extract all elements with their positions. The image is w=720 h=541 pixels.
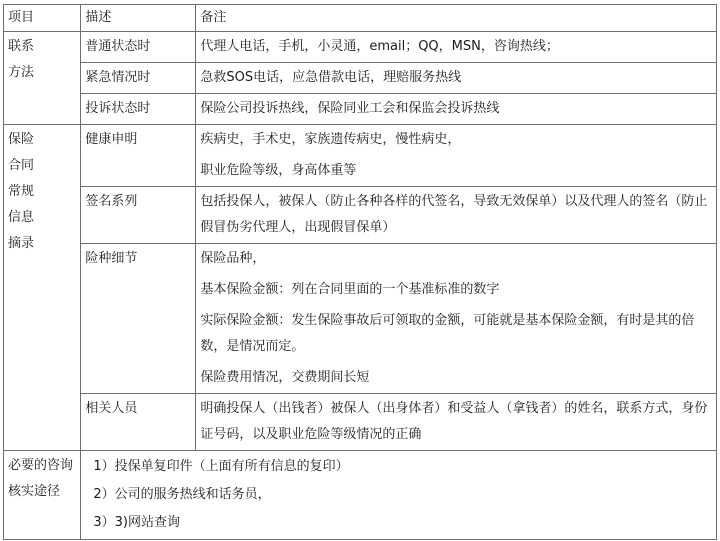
header-item: 项目 [4, 5, 81, 32]
header-description: 描述 [81, 5, 196, 32]
insurance-info-table [3, 4, 717, 540]
row-notes: 保险品种， 基本保险金额：列在合同里面的一个基准标准的数字 实际保险金额：发生保险事故后可领取的金额，可能就是基本保险金额，有时是其的倍数，是情况而定。 保险费用情况，交费期间长短 [196, 244, 717, 394]
list-item: 3）3)网站查询 [93, 515, 180, 530]
list-item: 1）投保单复印件（上面有所有信息的复印） [93, 459, 349, 474]
row-notes: 明确投保人（出钱者）被保人（出身体者）和受益人（拿钱者）的姓名，联系方式，身份证号码，以及职业危险等级情况的正确 [196, 394, 717, 451]
row-notes: 疾病史，手术史，家族遗传病史，慢性病史， 职业危险等级，身高体重等 [196, 125, 717, 187]
list-item: 2）公司的服务热线和话务员， [93, 487, 271, 502]
section-verify-channels: 必要的咨询核实途径 [4, 451, 81, 540]
table-row [4, 32, 717, 63]
verify-channel-list [81, 451, 717, 540]
row-name: 签名系列 [81, 187, 196, 244]
table-row [4, 63, 717, 94]
row-notes: 急救SOS电话，应急借款电话，理赔服务热线 [196, 63, 717, 94]
row-name: 紧急情况时 [81, 63, 196, 94]
row-name: 普通状态时 [81, 32, 196, 63]
section-label-line: 保险 [8, 132, 35, 147]
table-row [4, 187, 717, 244]
table-row [4, 94, 717, 125]
table-row [4, 125, 717, 187]
header-notes: 备注 [196, 5, 717, 32]
table-row [4, 244, 717, 394]
section-label-line: 合同 [8, 158, 35, 173]
section-label-line: 方法 [8, 65, 35, 80]
table-row [4, 394, 717, 451]
section-contract-info [4, 125, 81, 451]
section-label-line: 摘录 [8, 236, 35, 251]
table-header-row [4, 5, 717, 32]
row-notes: 包括投保人，被保人（防止各种各样的代签名，导致无效保单）以及代理人的签名（防止假冒伪劣代理人，出现假冒保单） [196, 187, 717, 244]
row-notes: 保险公司投诉热线，保险同业工会和保监会投诉热线 [196, 94, 717, 125]
row-notes: 代理人电话，手机，小灵通，email；QQ，MSN，咨询热线； [196, 32, 717, 63]
section-label-line: 信息 [8, 210, 35, 225]
row-name: 险种细节 [81, 244, 196, 394]
table-row [4, 451, 717, 540]
section-label-line: 联系 [8, 39, 35, 54]
row-name: 相关人员 [81, 394, 196, 451]
row-name: 健康申明 [81, 125, 196, 187]
row-name: 投诉状态时 [81, 94, 196, 125]
section-label-line: 常规 [8, 184, 35, 199]
section-contact-methods [4, 32, 81, 125]
